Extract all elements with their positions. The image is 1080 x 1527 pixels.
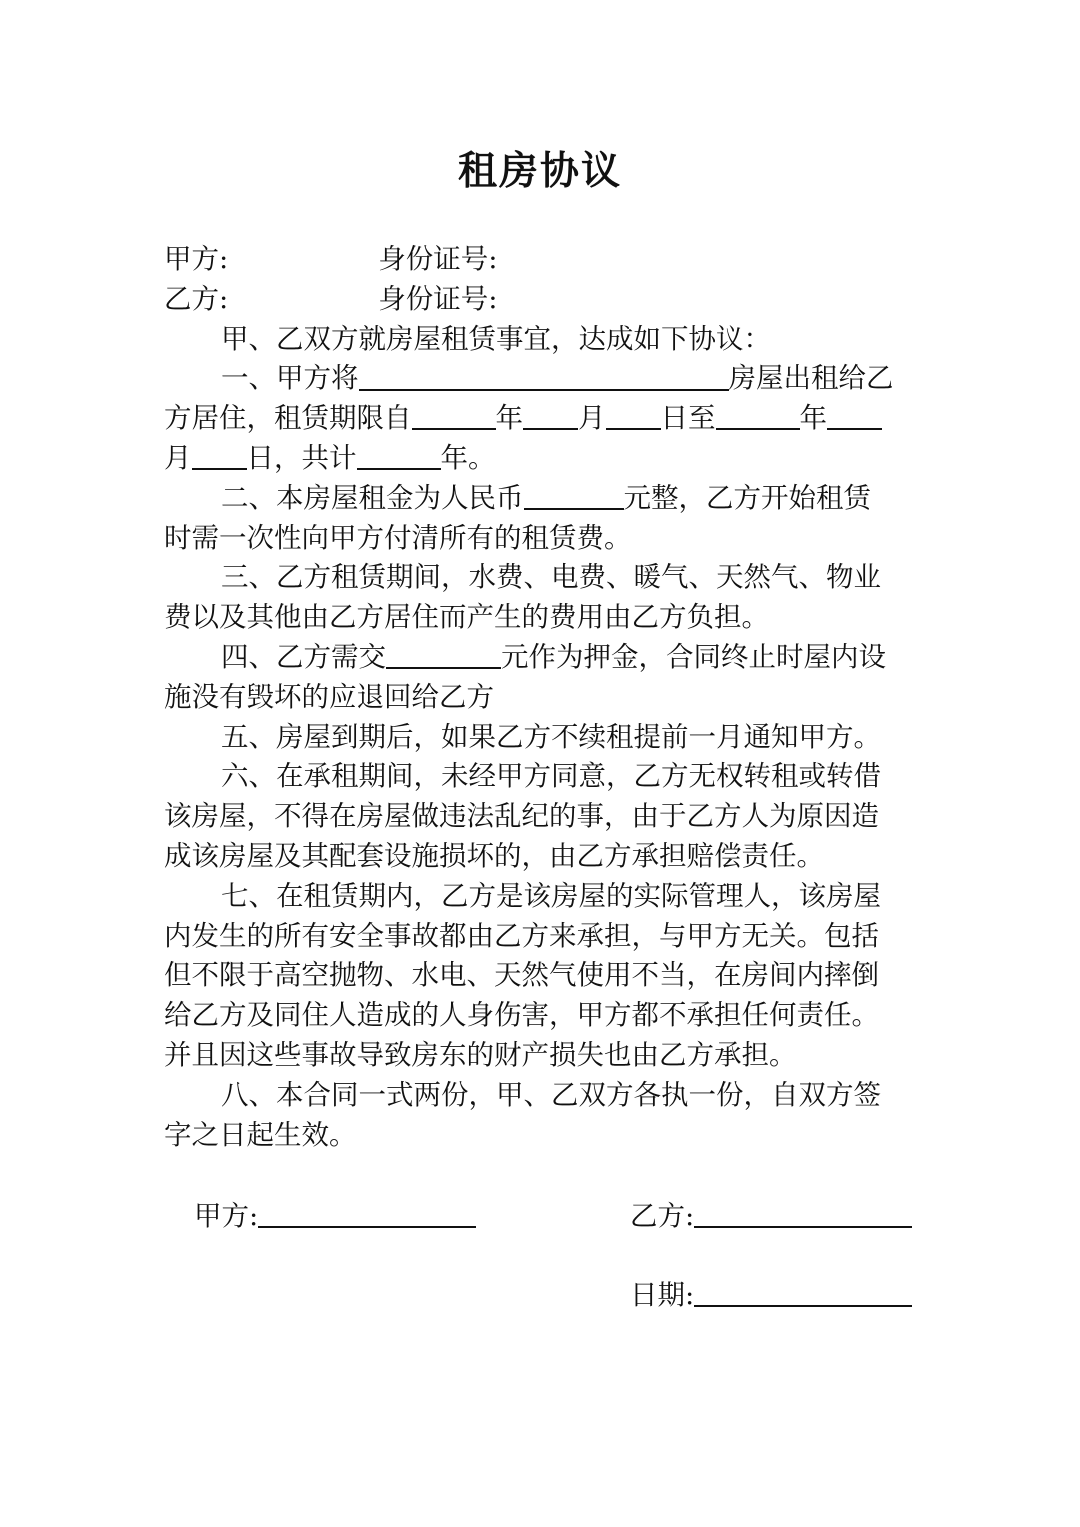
total-years-blank[interactable] bbox=[357, 439, 441, 470]
clause-7-line-5: 并且因这些事故导致房东的财产损失也由乙方承担。 bbox=[164, 1038, 797, 1071]
start-day-blank[interactable] bbox=[606, 400, 661, 431]
party-a-signature-label: 甲方: bbox=[194, 1200, 259, 1232]
clause-4-text: 四、乙方需交 bbox=[221, 640, 386, 673]
clause-1-text: 一、甲方将 bbox=[221, 362, 359, 395]
clause-5-line-1: 五、房屋到期后，如果乙方不续租提前一月通知甲方。 bbox=[221, 720, 881, 753]
end-year-blank[interactable] bbox=[716, 400, 800, 431]
party-b-signature-blank[interactable] bbox=[694, 1196, 912, 1228]
end-month-blank[interactable] bbox=[827, 400, 882, 431]
clause-3-line-1: 三、乙方租赁期间，水费、电费、暖气、天然气、物业 bbox=[221, 561, 881, 594]
party-b-signature-label: 乙方: bbox=[630, 1200, 695, 1232]
clause-1-text: 日至 bbox=[660, 402, 716, 435]
clause-1-line-2 bbox=[164, 399, 916, 439]
clause-1-text: 年 bbox=[799, 402, 827, 435]
clause-2-line-2: 时需一次性向甲方付清所有的租赁费。 bbox=[164, 521, 632, 554]
party-a-signature bbox=[194, 1196, 476, 1236]
clause-1-text: 年 bbox=[495, 402, 523, 435]
clause-1-text: 月 bbox=[578, 402, 606, 435]
clause-7-line-2: 内发生的所有安全事故都由乙方来承担，与甲方无关。包括 bbox=[164, 919, 879, 952]
party-b-label: 乙方: bbox=[164, 282, 229, 315]
party-a-line bbox=[164, 240, 916, 280]
clause-1-text: 方居住，租赁期限自 bbox=[164, 402, 412, 435]
clause-1-line-3 bbox=[164, 439, 916, 479]
clause-4-line-2: 施没有毁坏的应退回给乙方 bbox=[164, 680, 494, 713]
start-year-blank[interactable] bbox=[412, 400, 496, 431]
clause-6-line-3: 成该房屋及其配套设施损坏的，由乙方承担赔偿责任。 bbox=[164, 839, 824, 872]
address-blank[interactable] bbox=[359, 360, 729, 391]
clause-2-line-1 bbox=[164, 479, 916, 519]
clause-6-line-1: 六、在承租期间，未经甲方同意，乙方无权转租或转借 bbox=[221, 760, 881, 793]
clause-1-text: 日，共计 bbox=[246, 441, 357, 474]
clause-6-line-2: 该房屋，不得在房屋做违法乱纪的事，由于乙方人为原因造 bbox=[164, 800, 879, 833]
clause-8-line-2: 字之日起生效。 bbox=[164, 1118, 357, 1151]
page-title: 租房协议 bbox=[457, 149, 622, 194]
party-a-id-label: 身份证号: bbox=[378, 243, 498, 275]
clause-1-text: 年。 bbox=[440, 441, 496, 474]
contract-body bbox=[164, 240, 916, 1155]
rent-amount-blank[interactable] bbox=[524, 479, 624, 510]
clause-1-line-1 bbox=[164, 359, 916, 399]
clause-3-line-2: 费以及其他由乙方居住而产生的费用由乙方负担。 bbox=[164, 601, 769, 634]
clause-2-text: 元整，乙方开始租赁 bbox=[623, 481, 871, 514]
end-day-blank[interactable] bbox=[192, 439, 247, 470]
party-b-line bbox=[164, 280, 916, 320]
clause-4-line-1 bbox=[164, 638, 916, 678]
date-blank[interactable] bbox=[694, 1275, 912, 1307]
date-signature bbox=[630, 1275, 912, 1315]
clause-2-text: 二、本房屋租金为人民币 bbox=[221, 481, 524, 514]
clause-4-text: 元作为押金，合同终止时屋内设 bbox=[501, 640, 886, 673]
party-b-id-label: 身份证号: bbox=[378, 282, 498, 315]
clause-1-text: 房屋出租给乙 bbox=[728, 362, 894, 395]
party-a-signature-blank[interactable] bbox=[258, 1196, 476, 1228]
clause-7-line-4: 给乙方及同住人造成的人身伤害，甲方都不承担任何责任。 bbox=[164, 999, 879, 1032]
start-month-blank[interactable] bbox=[523, 400, 578, 431]
clause-7-line-1: 七、在租赁期内，乙方是该房屋的实际管理人，该房屋 bbox=[221, 879, 881, 912]
clause-7-line-3: 但不限于高空抛物、水电、天然气使用不当，在房间内摔倒 bbox=[164, 959, 879, 992]
date-label: 日期: bbox=[630, 1279, 695, 1311]
deposit-blank[interactable] bbox=[386, 638, 501, 669]
clause-1-text: 月 bbox=[164, 441, 192, 474]
party-a-label: 甲方: bbox=[164, 243, 229, 275]
intro-text: 甲、乙双方就房屋租赁事宜，达成如下协议： bbox=[221, 322, 771, 355]
clause-8-line-1: 八、本合同一式两份，甲、乙双方各执一份，自双方签 bbox=[221, 1078, 881, 1111]
party-b-signature bbox=[630, 1196, 912, 1236]
